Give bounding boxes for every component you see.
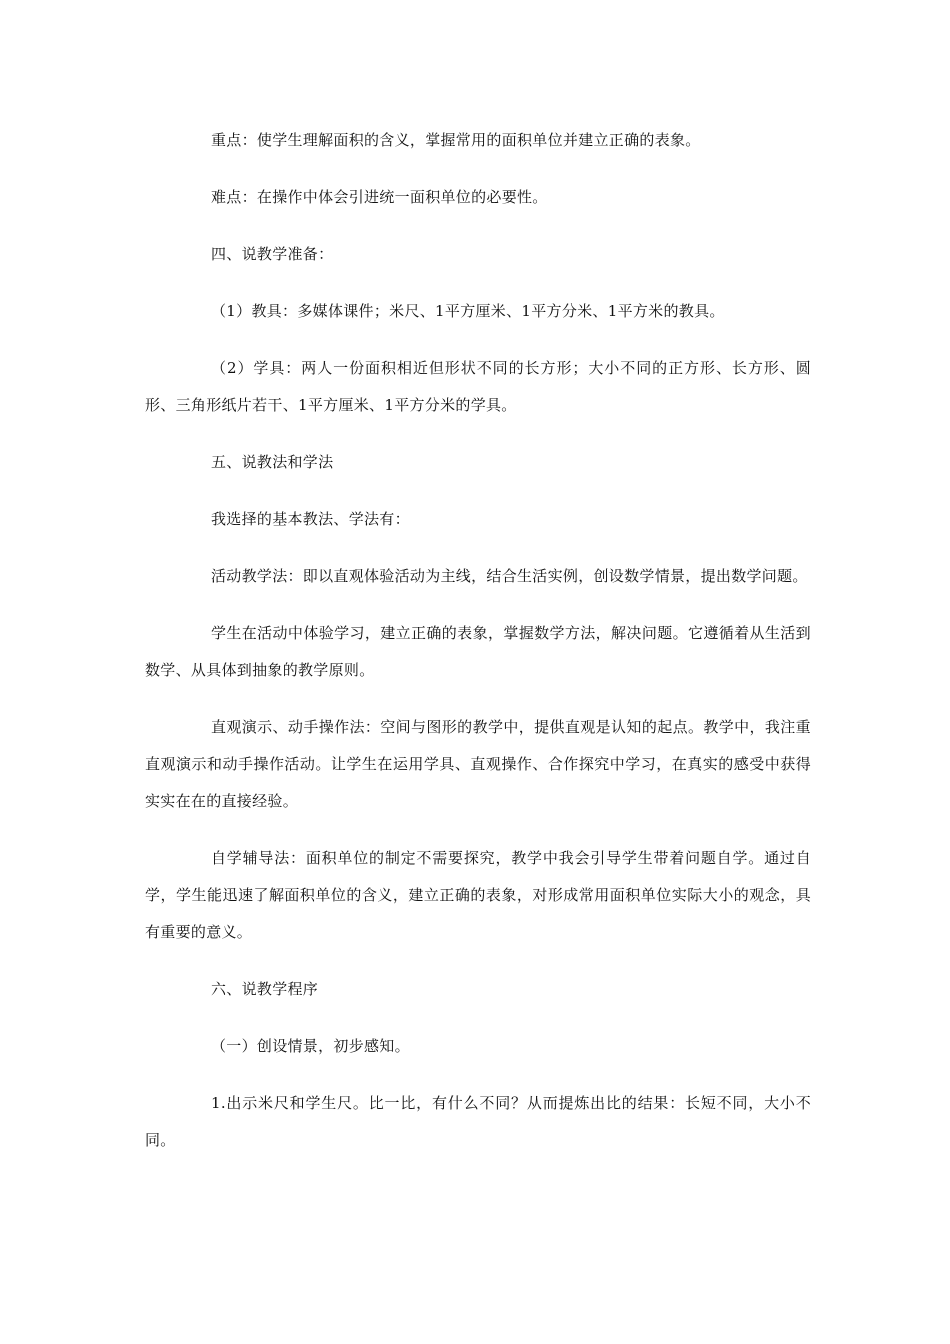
key-point-paragraph: 重点：使学生理解面积的含义，掌握常用的面积单位并建立正确的表象。 [211, 131, 701, 149]
student-aids-paragraph: （2）学具：两人一份面积相近但形状不同的长方形；大小不同的正方形、长方形、圆形、三角形纸片若干、1平方厘米、1平方分米的学具。 [145, 359, 811, 414]
demonstration-method-paragraph: 直观演示、动手操作法：空间与图形的教学中，提供直观是认知的起点。教学中，我注重直观演示和动手操作活动。让学生在运用学具、直观操作、合作探究中学习，在真实的感受中获得实实在在的直接经验。 [145, 718, 811, 810]
procedure-step-heading: （一）创设情景，初步感知。 [211, 1037, 410, 1055]
document-body [145, 122, 811, 1179]
teaching-aids-paragraph: （1）教具：多媒体课件；米尺、1平方厘米、1平方分米、1平方米的教具。 [211, 302, 725, 320]
self-study-method-paragraph: 自学辅导法：面积单位的制定不需要探究，教学中我会引导学生带着问题自学。通过自学，学生能迅速了解面积单位的含义，建立正确的表象，对形成常用面积单位实际大小的观念，具有重要的意义。 [145, 849, 811, 941]
methods-intro-paragraph: 我选择的基本教法、学法有： [211, 510, 410, 528]
activity-learning-paragraph: 学生在活动中体验学习，建立正确的表象，掌握数学方法，解决问题。它遵循着从生活到数学、从具体到抽象的教学原则。 [145, 624, 811, 679]
difficulty-paragraph: 难点：在操作中体会引进统一面积单位的必要性。 [211, 188, 548, 206]
section-heading-procedure: 六、说教学程序 [211, 980, 319, 998]
section-heading-preparation: 四、说教学准备： [211, 245, 334, 263]
procedure-step-1-paragraph: 1.出示米尺和学生尺。比一比，有什么不同？从而提炼出比的结果：长短不同，大小不同。 [145, 1094, 811, 1149]
section-heading-methods: 五、说教法和学法 [211, 453, 334, 471]
activity-method-paragraph: 活动教学法：即以直观体验活动为主线，结合生活实例，创设数学情景，提出数学问题。 [211, 567, 808, 585]
